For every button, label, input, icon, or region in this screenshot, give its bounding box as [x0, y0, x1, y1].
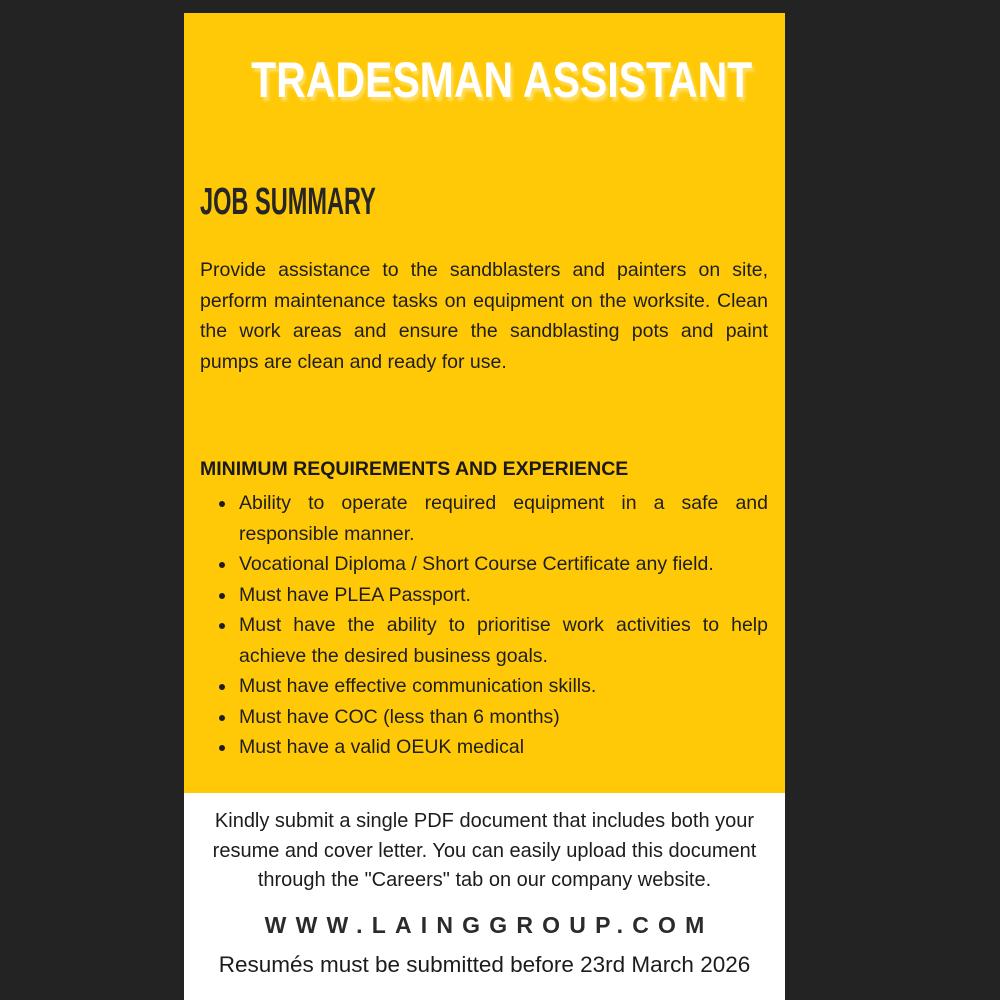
deadline-text: Resumés must be submitted before 23rd March 2026 [218, 951, 751, 977]
requirement-item: • Must have COC (less than 6 months) [237, 702, 768, 733]
requirement-item: • Must have PLEA Passport. [237, 580, 768, 611]
requirement-item: • Must have the ability to prioritise work activities to help achieve the desired business goals. [237, 610, 768, 671]
job-summary-heading: JOB SUMMARY [200, 181, 376, 223]
footer-card [184, 793, 785, 1000]
poster-title: TRADESMAN ASSISTANT [251, 52, 753, 108]
job-summary-text: Provide assistance to the sandblasters and painters on site, perform maintenance tasks on equipment on the worksite. Clean the work areas and ensure the sandblasting pots and paint pumps are clean and ready for use. [200, 259, 768, 373]
submission-note: Kindly submit a single PDF document that includes both your resume and cover letter. You can easily upload this document through the "Careers" tab on our company website. [212, 810, 757, 891]
requirement-item: • Vocational Diploma / Short Course Certificate any field. [237, 549, 768, 580]
requirement-item: • Must have effective communication skills. [237, 671, 768, 702]
requirements-heading: MINIMUM REQUIREMENTS AND EXPERIENCE [200, 458, 629, 480]
requirement-item: • Must have a valid OEUK medical [237, 732, 768, 763]
website-url: WWW.LAINGGROUP.COM [264, 911, 714, 938]
requirements-list [200, 488, 768, 763]
job-poster-card [184, 13, 785, 793]
requirement-item: • Ability to operate required equipment in a safe and responsible manner. [237, 488, 768, 549]
